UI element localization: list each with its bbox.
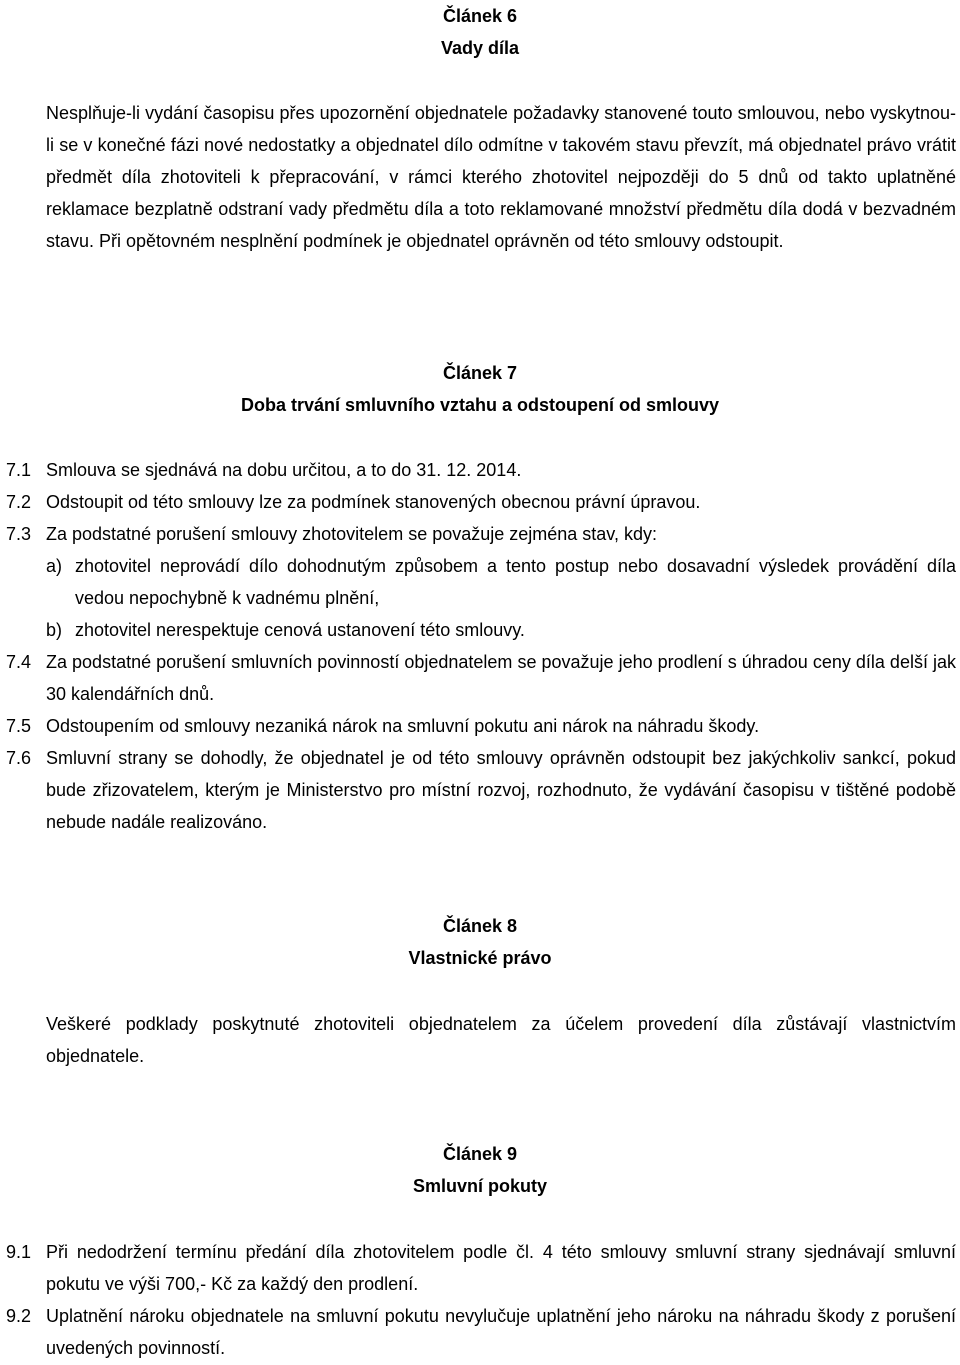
subclause-b: [0, 614, 960, 646]
article-9-title: Článek 9: [442, 1144, 518, 1164]
clause-text: Při nedodržení termínu předání díla zhotovitelem podle čl. 4 této smlouvy smluvní strany sjednávají smluvní pokutu ve výši 700,- Kč za každý den prodlení.: [46, 1242, 956, 1294]
article-8-subtitle: Vlastnické právo: [408, 948, 552, 968]
clause-text: Za podstatné porušení smluvních povinností objednatelem se považuje jeho prodlení s úhradou ceny díla delší jak 30 kalendářních dnů.: [46, 652, 956, 704]
article-8-body: [0, 1008, 960, 1072]
clause-text: Uplatnění nároku objednatele na smluvní pokutu nevylučuje uplatnění jeho nároku na náhradu škody z porušení uvedených povinností.: [46, 1306, 956, 1358]
article-9-subtitle: Smluvní pokuty: [412, 1176, 547, 1196]
clause-text: Smlouva se sjednává na dobu určitou, a to do 31. 12. 2014.: [46, 460, 522, 480]
clause-number: 7.1: [6, 460, 32, 480]
clause-number: 7.5: [6, 716, 32, 736]
article-7-title: Článek 7: [442, 363, 518, 383]
article-9-body: [0, 1236, 960, 1364]
article-6-text: Nesplňuje-li vydání časopisu přes upozornění objednatele požadavky stanovené touto smlouvou, nebo vyskytnou-li se v konečné fázi nové nedostatky a objednatel dílo odmítne v takovém stavu převzít, má objednatel právo vrátit předmět díla zhotoviteli k přepracování, v rámci kterého zhotovitel nejpozději do 5 dnů od takto uplatněné reklamace bezplatně odstraní vady předmětu díla a toto reklamované množství předmětu díla dodá v bezvadném stavu. Při opětovném nesplnění podmínek je objednatel oprávněn od této smlouvy odstoupit.: [46, 103, 956, 251]
article-8-text: Veškeré podklady poskytnuté zhotoviteli objednatelem za účelem provedení díla zůstávají vlastnictvím objednatele.: [46, 1014, 956, 1066]
subclause-letter: b): [46, 620, 63, 640]
clause-number: 7.6: [6, 748, 32, 768]
clause-text: Za podstatné porušení smlouvy zhotovitelem se považuje zejména stav, kdy:: [46, 524, 657, 544]
subclause-a: [0, 550, 960, 614]
article-8: [0, 910, 960, 974]
clause-text: Odstoupením od smlouvy nezaniká nárok na smluvní pokutu ani nárok na náhradu škody.: [46, 716, 760, 736]
clause-number: 7.3: [6, 524, 32, 544]
subclause-text: zhotovitel neprovádí dílo dohodnutým způsobem a tento postup nebo dosavadní výsledek provádění díla vedou nepochybně k vadnému plnění,: [75, 556, 956, 608]
clause-9-2: [0, 1300, 960, 1364]
subclause-letter: a): [46, 556, 63, 576]
article-7-body: [0, 454, 960, 838]
clause-7-2: [0, 486, 960, 518]
clause-number: 7.4: [6, 652, 32, 672]
clause-number: 9.1: [6, 1242, 32, 1262]
clause-text: Odstoupit od této smlouvy lze za podmínek stanovených obecnou právní úpravou.: [46, 492, 701, 512]
clause-7-5: [0, 710, 960, 742]
clause-7-3: [0, 518, 960, 550]
clause-7-1: [0, 454, 960, 486]
clause-number: 7.2: [6, 492, 32, 512]
clause-number: 9.2: [6, 1306, 32, 1326]
clause-7-4: [0, 646, 960, 710]
subclause-text: zhotovitel nerespektuje cenová ustanovení této smlouvy.: [75, 620, 525, 640]
article-7-subtitle: Doba trvání smluvního vztahu a odstoupení od smlouvy: [240, 395, 720, 415]
article-6-subtitle: Vady díla: [440, 38, 520, 58]
article-6-body: [0, 97, 960, 257]
article-8-title: Článek 8: [442, 916, 518, 936]
clause-7-6: [0, 742, 960, 838]
clause-9-1: [0, 1236, 960, 1300]
article-6-title: Článek 6: [442, 6, 518, 26]
clause-text: Smluvní strany se dohodly, že objednatel je od této smlouvy oprávněn odstoupit bez jakýchkoliv sankcí, pokud bude zřizovatelem, kterým je Ministerstvo pro místní rozvoj, rozhodnuto, že vydávání časopisu v tištěné podobě nebude nadále realizováno.: [46, 748, 956, 832]
article-7: [0, 357, 960, 421]
article-6: [0, 0, 960, 64]
article-9: [0, 1138, 960, 1202]
